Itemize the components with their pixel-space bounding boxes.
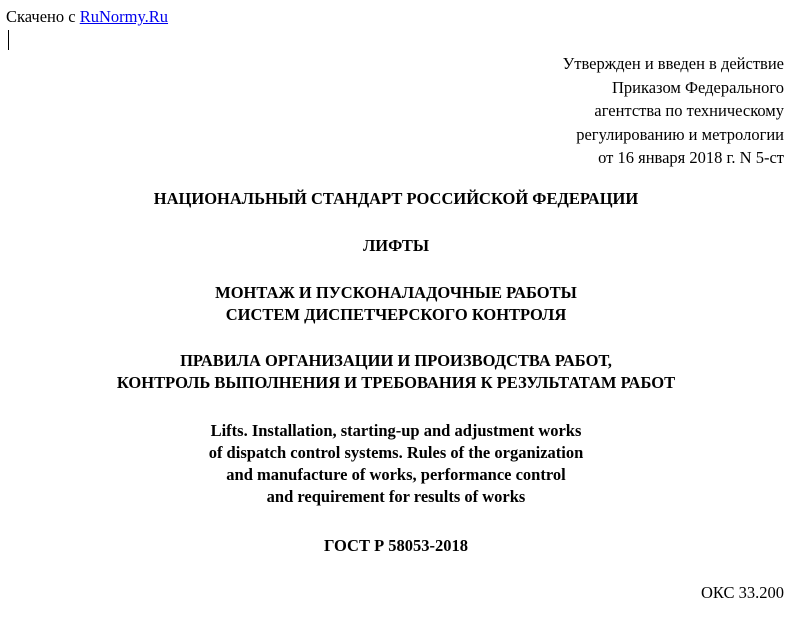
- approval-line: Утвержден и введен в действие: [562, 54, 784, 73]
- source-link[interactable]: RuNormy.Ru: [79, 7, 169, 26]
- title-line: КОНТРОЛЬ ВЫПОЛНЕНИЯ И ТРЕБОВАНИЯ К РЕЗУЛЬТАТАМ РАБОТ: [116, 373, 676, 392]
- standard-subject: ЛИФТЫ: [362, 236, 430, 255]
- source-note: [6, 6, 168, 28]
- standard-number: ГОСТ Р 58053-2018: [323, 536, 469, 555]
- approval-line: агентства по техническому: [594, 101, 784, 120]
- english-title-line: and requirement for results of works: [266, 487, 526, 506]
- okc-code: ОКС 33.200: [700, 583, 784, 602]
- approval-line: Приказом Федерального: [611, 77, 784, 97]
- english-title-line: of dispatch control systems. Rules of the organization: [208, 443, 584, 462]
- title-part-1: [0, 282, 792, 326]
- english-title-line: Lifts. Installation, starting-up and adjustment works: [210, 421, 582, 440]
- standard-heading: НАЦИОНАЛЬНЫЙ СТАНДАРТ РОССИЙСКОЙ ФЕДЕРАЦИИ: [153, 189, 639, 208]
- source-prefix: Скачено с: [6, 7, 80, 26]
- english-title-line: and manufacture of works, performance control: [226, 465, 566, 484]
- approval-line: от 16 января 2018 г. N 5-ст: [598, 148, 784, 167]
- text-cursor: [8, 30, 9, 50]
- title-line: МОНТАЖ И ПУСКОНАЛАДОЧНЫЕ РАБОТЫ: [215, 283, 577, 302]
- approval-block: [563, 52, 784, 170]
- approval-line: регулированию и метрологии: [576, 124, 784, 144]
- title-line: ПРАВИЛА ОРГАНИЗАЦИИ И ПРОИЗВОДСТВА РАБОТ,: [180, 351, 612, 370]
- english-title: [0, 420, 792, 508]
- title-line: СИСТЕМ ДИСПЕТЧЕРСКОГО КОНТРОЛЯ: [225, 305, 567, 324]
- title-part-2: [0, 350, 792, 394]
